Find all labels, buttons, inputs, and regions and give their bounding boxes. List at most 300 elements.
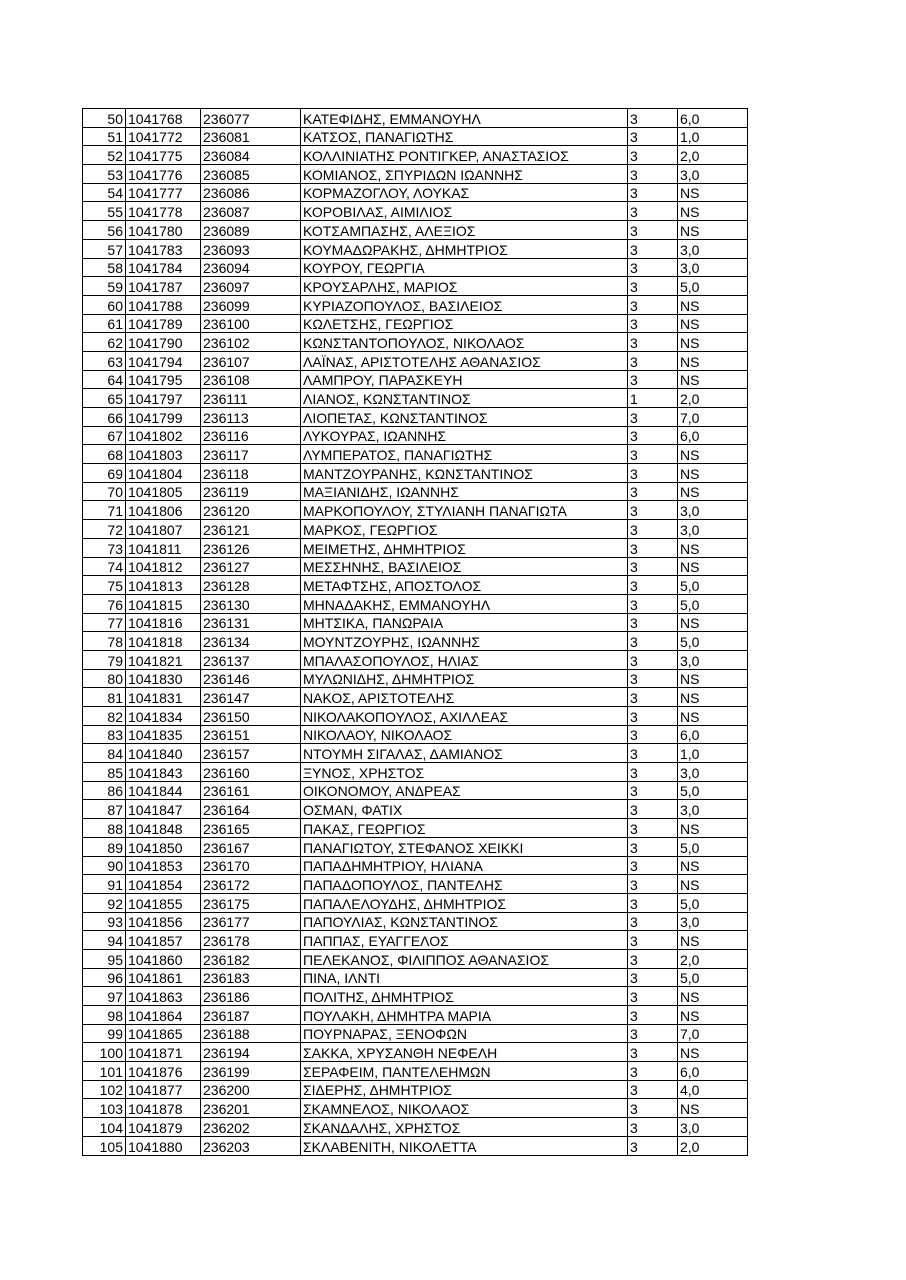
grades-table [82,108,748,1156]
grade-cell: NS [678,688,748,707]
table-row [83,837,748,856]
row-number-cell: 61 [83,314,126,333]
semester-cell: 3 [628,501,678,520]
row-number-cell: 78 [83,632,126,651]
student-name-cell: ΣΚΑΜΝΕΛΟΣ, ΝΙΚΟΛΑΟΣ [301,1099,628,1118]
student-id-cell: 236081 [201,127,301,146]
row-number-cell: 69 [83,464,126,483]
table-row [83,594,748,613]
table-row [83,912,748,931]
student-id-cell: 236102 [201,333,301,352]
registration-number-cell: 1041778 [126,202,201,221]
registration-number-cell: 1041857 [126,931,201,950]
registration-number-cell: 1041864 [126,1006,201,1025]
registration-number-cell: 1041879 [126,1118,201,1137]
semester-cell: 3 [628,931,678,950]
table-row [83,968,748,987]
registration-number-cell: 1041784 [126,258,201,277]
student-name-cell: ΣΚΛΑΒΕΝΙΤΗ, ΝΙΚΟΛΕΤΤΑ [301,1136,628,1155]
semester-cell: 3 [628,613,678,632]
table-row [83,146,748,165]
student-id-cell: 236085 [201,165,301,184]
semester-cell: 3 [628,482,678,501]
student-id-cell: 236150 [201,707,301,726]
semester-cell: 3 [628,632,678,651]
student-id-cell: 236128 [201,576,301,595]
student-id-cell: 236099 [201,295,301,314]
grade-cell: 2,0 [678,949,748,968]
student-name-cell: ΣΙΔΕΡΗΣ, ΔΗΜΗΤΡΙΟΣ [301,1080,628,1099]
table-row [83,370,748,389]
semester-cell: 3 [628,1118,678,1137]
registration-number-cell: 1041844 [126,781,201,800]
table-row [83,1062,748,1081]
table-row [83,1118,748,1137]
table-row [83,1136,748,1155]
semester-cell: 3 [628,707,678,726]
student-id-cell: 236186 [201,987,301,1006]
table-row [83,669,748,688]
table-row [83,351,748,370]
student-name-cell: ΚΟΛΛΙΝΙΑΤΗΣ ΡΟΝΤΙΓΚΕΡ, ΑΝΑΣΤΑΣΙΟΣ [301,146,628,165]
student-name-cell: ΠΟΥΛΑΚΗ, ΔΗΜΗΤΡΑ ΜΑΡΙΑ [301,1006,628,1025]
row-number-cell: 72 [83,520,126,539]
student-id-cell: 236097 [201,277,301,296]
student-id-cell: 236118 [201,464,301,483]
table-row [83,744,748,763]
semester-cell: 3 [628,1024,678,1043]
grade-cell: 5,0 [678,594,748,613]
grade-cell: NS [678,856,748,875]
row-number-cell: 59 [83,277,126,296]
row-number-cell: 64 [83,370,126,389]
student-name-cell: ΠΙΝΑ, ΙΛΝΤΙ [301,968,628,987]
semester-cell: 3 [628,875,678,894]
student-name-cell: ΣΑΚΚΑ, ΧΡΥΣΑΝΘΗ ΝΕΦΕΛΗ [301,1043,628,1062]
student-name-cell: ΜΑΡΚΟΠΟΥΛΟΥ, ΣΤΥΛΙΑΝΗ ΠΑΝΑΓΙΩΤΑ [301,501,628,520]
semester-cell: 3 [628,819,678,838]
grade-cell: NS [678,931,748,950]
grade-cell: NS [678,875,748,894]
row-number-cell: 58 [83,258,126,277]
registration-number-cell: 1041878 [126,1099,201,1118]
grade-cell: NS [678,295,748,314]
registration-number-cell: 1041818 [126,632,201,651]
semester-cell: 3 [628,408,678,427]
table-row [83,893,748,912]
semester-cell: 3 [628,1006,678,1025]
row-number-cell: 81 [83,688,126,707]
student-id-cell: 236086 [201,183,301,202]
student-name-cell: ΝΤΟΥΜΗ ΣΙΓΑΛΑΣ, ΔΑΜΙΑΝΟΣ [301,744,628,763]
student-id-cell: 236134 [201,632,301,651]
student-name-cell: ΜΕΤΑΦΤΣΗΣ, ΑΠΟΣΤΟΛΟΣ [301,576,628,595]
registration-number-cell: 1041802 [126,426,201,445]
table-row [83,1006,748,1025]
student-id-cell: 236151 [201,725,301,744]
grade-cell: 5,0 [678,277,748,296]
student-name-cell: ΞΥΝΟΣ, ΧΡΗΣΤΟΣ [301,763,628,782]
registration-number-cell: 1041830 [126,669,201,688]
row-number-cell: 93 [83,912,126,931]
semester-cell: 3 [628,1099,678,1118]
student-name-cell: ΚΥΡΙΑΖΟΠΟΥΛΟΣ, ΒΑΣΙΛΕΙΟΣ [301,295,628,314]
student-id-cell: 236113 [201,408,301,427]
grade-cell: NS [678,1006,748,1025]
semester-cell: 3 [628,912,678,931]
student-name-cell: ΟΙΚΟΝΟΜΟΥ, ΑΝΔΡΕΑΣ [301,781,628,800]
table-row [83,202,748,221]
table-row [83,258,748,277]
table-row [83,464,748,483]
student-name-cell: ΜΑΝΤΖΟΥΡΑΝΗΣ, ΚΩΝΣΤΑΝΤΙΝΟΣ [301,464,628,483]
student-id-cell: 236161 [201,781,301,800]
registration-number-cell: 1041816 [126,613,201,632]
grade-cell: 5,0 [678,968,748,987]
grade-cell: NS [678,1043,748,1062]
student-id-cell: 236182 [201,949,301,968]
student-id-cell: 236116 [201,426,301,445]
registration-number-cell: 1041840 [126,744,201,763]
student-id-cell: 236111 [201,389,301,408]
row-number-cell: 89 [83,837,126,856]
student-id-cell: 236131 [201,613,301,632]
student-id-cell: 236199 [201,1062,301,1081]
registration-number-cell: 1041804 [126,464,201,483]
row-number-cell: 60 [83,295,126,314]
semester-cell: 3 [628,258,678,277]
student-name-cell: ΛΑΜΠΡΟΥ, ΠΑΡΑΣΚΕΥΗ [301,370,628,389]
student-name-cell: ΚΑΤΕΦΙΔΗΣ, ΕΜΜΑΝΟΥΗΛ [301,109,628,128]
row-number-cell: 84 [83,744,126,763]
student-name-cell: ΚΟΤΣΑΜΠΑΣΗΣ, ΑΛΕΞΙΟΣ [301,221,628,240]
row-number-cell: 96 [83,968,126,987]
student-id-cell: 236165 [201,819,301,838]
registration-number-cell: 1041880 [126,1136,201,1155]
grade-cell: 5,0 [678,632,748,651]
semester-cell: 1 [628,389,678,408]
grade-cell: 5,0 [678,837,748,856]
student-name-cell: ΚΟΥΜΑΔΩΡΑΚΗΣ, ΔΗΜΗΤΡΙΟΣ [301,239,628,258]
semester-cell: 3 [628,744,678,763]
registration-number-cell: 1041850 [126,837,201,856]
student-id-cell: 236202 [201,1118,301,1137]
registration-number-cell: 1041780 [126,221,201,240]
table-row [83,295,748,314]
row-number-cell: 57 [83,239,126,258]
registration-number-cell: 1041854 [126,875,201,894]
student-name-cell: ΣΕΡΑΦΕΙΜ, ΠΑΝΤΕΛΕΗΜΩΝ [301,1062,628,1081]
table-row [83,314,748,333]
registration-number-cell: 1041863 [126,987,201,1006]
table-row [83,482,748,501]
semester-cell: 3 [628,314,678,333]
student-name-cell: ΜΟΥΝΤΖΟΥΡΗΣ, ΙΩΑΝΝΗΣ [301,632,628,651]
row-number-cell: 52 [83,146,126,165]
student-name-cell: ΜΕΙΜΕΤΗΣ, ΔΗΜΗΤΡΙΟΣ [301,538,628,557]
student-name-cell: ΝΑΚΟΣ, ΑΡΙΣΤΟΤΕΛΗΣ [301,688,628,707]
row-number-cell: 56 [83,221,126,240]
student-name-cell: ΛΙΑΝΟΣ, ΚΩΝΣΤΑΝΤΙΝΟΣ [301,389,628,408]
student-id-cell: 236121 [201,520,301,539]
student-id-cell: 236146 [201,669,301,688]
grade-cell: 1,0 [678,744,748,763]
table-row [83,576,748,595]
grade-cell: 3,0 [678,501,748,520]
registration-number-cell: 1041856 [126,912,201,931]
grade-cell: 2,0 [678,146,748,165]
student-id-cell: 236201 [201,1099,301,1118]
semester-cell: 3 [628,146,678,165]
registration-number-cell: 1041783 [126,239,201,258]
registration-number-cell: 1041831 [126,688,201,707]
registration-number-cell: 1041795 [126,370,201,389]
student-id-cell: 236094 [201,258,301,277]
table-row [83,333,748,352]
semester-cell: 3 [628,464,678,483]
row-number-cell: 54 [83,183,126,202]
registration-number-cell: 1041847 [126,800,201,819]
student-name-cell: ΠΑΠΑΛΕΛΟΥΔΗΣ, ΔΗΜΗΤΡΙΟΣ [301,893,628,912]
grade-cell: 6,0 [678,1062,748,1081]
registration-number-cell: 1041834 [126,707,201,726]
grade-cell: NS [678,707,748,726]
registration-number-cell: 1041876 [126,1062,201,1081]
table-row [83,688,748,707]
grade-cell: 5,0 [678,781,748,800]
table-row [83,725,748,744]
table-row [83,931,748,950]
student-name-cell: ΝΙΚΟΛΑΚΟΠΟΥΛΟΣ, ΑΧΙΛΛΕΑΣ [301,707,628,726]
student-id-cell: 236126 [201,538,301,557]
student-id-cell: 236100 [201,314,301,333]
semester-cell: 3 [628,277,678,296]
registration-number-cell: 1041806 [126,501,201,520]
student-id-cell: 236084 [201,146,301,165]
table-row [83,1043,748,1062]
table-row [83,389,748,408]
row-number-cell: 55 [83,202,126,221]
student-id-cell: 236107 [201,351,301,370]
registration-number-cell: 1041855 [126,893,201,912]
semester-cell: 3 [628,557,678,576]
row-number-cell: 76 [83,594,126,613]
student-name-cell: ΜΗΤΣΙΚΑ, ΠΑΝΩΡΑΙΑ [301,613,628,632]
table-row [83,109,748,128]
student-id-cell: 236167 [201,837,301,856]
semester-cell: 3 [628,183,678,202]
table-row [83,445,748,464]
grade-cell: 3,0 [678,650,748,669]
student-name-cell: ΚΟΥΡΟΥ, ΓΕΩΡΓΙΑ [301,258,628,277]
table-row [83,949,748,968]
student-id-cell: 236183 [201,968,301,987]
table-row [83,1024,748,1043]
grade-cell: NS [678,333,748,352]
student-name-cell: ΚΟΜΙΑΝΟΣ, ΣΠΥΡΙΔΩΝ ΙΩΑΝΝΗΣ [301,165,628,184]
registration-number-cell: 1041803 [126,445,201,464]
table-row [83,426,748,445]
student-name-cell: ΠΑΠΑΔΟΠΟΥΛΟΣ, ΠΑΝΤΕΛΗΣ [301,875,628,894]
student-name-cell: ΠΟΥΡΝΑΡΑΣ, ΞΕΝΟΦΩΝ [301,1024,628,1043]
row-number-cell: 102 [83,1080,126,1099]
semester-cell: 3 [628,576,678,595]
student-name-cell: ΠΑΠΑΔΗΜΗΤΡΙΟΥ, ΗΛΙΑΝΑ [301,856,628,875]
table-row [83,650,748,669]
student-name-cell: ΛΥΚΟΥΡΑΣ, ΙΩΑΝΝΗΣ [301,426,628,445]
registration-number-cell: 1041789 [126,314,201,333]
table-row [83,221,748,240]
row-number-cell: 104 [83,1118,126,1137]
semester-cell: 3 [628,351,678,370]
row-number-cell: 98 [83,1006,126,1025]
registration-number-cell: 1041835 [126,725,201,744]
grade-cell: NS [678,464,748,483]
grade-cell: 5,0 [678,576,748,595]
grade-cell: 3,0 [678,165,748,184]
semester-cell: 3 [628,165,678,184]
row-number-cell: 63 [83,351,126,370]
registration-number-cell: 1041787 [126,277,201,296]
semester-cell: 3 [628,295,678,314]
row-number-cell: 91 [83,875,126,894]
student-name-cell: ΠΑΚΑΣ, ΓΕΩΡΓΙΟΣ [301,819,628,838]
row-number-cell: 94 [83,931,126,950]
student-name-cell: ΜΗΝΑΔΑΚΗΣ, ΕΜΜΑΝΟΥΗΛ [301,594,628,613]
semester-cell: 3 [628,445,678,464]
grade-cell: 3,0 [678,800,748,819]
semester-cell: 3 [628,333,678,352]
registration-number-cell: 1041815 [126,594,201,613]
student-id-cell: 236178 [201,931,301,950]
grade-cell: 7,0 [678,408,748,427]
student-name-cell: ΚΑΤΣΟΣ, ΠΑΝΑΓΙΩΤΗΣ [301,127,628,146]
student-id-cell: 236170 [201,856,301,875]
registration-number-cell: 1041871 [126,1043,201,1062]
student-id-cell: 236108 [201,370,301,389]
registration-number-cell: 1041853 [126,856,201,875]
registration-number-cell: 1041807 [126,520,201,539]
row-number-cell: 77 [83,613,126,632]
table-row [83,1080,748,1099]
student-name-cell: ΠΟΛΙΤΗΣ, ΔΗΜΗΤΡΙΟΣ [301,987,628,1006]
registration-number-cell: 1041812 [126,557,201,576]
grade-cell: 7,0 [678,1024,748,1043]
semester-cell: 3 [628,987,678,1006]
grade-cell: NS [678,669,748,688]
table-row [83,277,748,296]
grade-cell: 3,0 [678,1118,748,1137]
registration-number-cell: 1041813 [126,576,201,595]
student-name-cell: ΚΟΡΜΑΖΟΓΛΟΥ, ΛΟΥΚΑΣ [301,183,628,202]
semester-cell: 3 [628,1136,678,1155]
semester-cell: 3 [628,426,678,445]
student-name-cell: ΜΠΑΛΑΣΟΠΟΥΛΟΣ, ΗΛΙΑΣ [301,650,628,669]
grade-cell: NS [678,351,748,370]
student-id-cell: 236130 [201,594,301,613]
student-name-cell: ΠΑΠΠΑΣ, ΕΥΑΓΓΕΛΟΣ [301,931,628,950]
grade-cell: 4,0 [678,1080,748,1099]
row-number-cell: 71 [83,501,126,520]
semester-cell: 3 [628,725,678,744]
registration-number-cell: 1041790 [126,333,201,352]
grade-cell: NS [678,538,748,557]
student-name-cell: ΠΕΛΕΚΑΝΟΣ, ΦΙΛΙΠΠΟΣ ΑΘΑΝΑΣΙΟΣ [301,949,628,968]
student-name-cell: ΠΑΝΑΓΙΩΤΟΥ, ΣΤΕΦΑΝΟΣ ΧΕΙΚΚΙ [301,837,628,856]
row-number-cell: 82 [83,707,126,726]
semester-cell: 3 [628,127,678,146]
student-id-cell: 236200 [201,1080,301,1099]
grade-cell: 6,0 [678,725,748,744]
row-number-cell: 66 [83,408,126,427]
semester-cell: 3 [628,221,678,240]
row-number-cell: 87 [83,800,126,819]
semester-cell: 3 [628,968,678,987]
semester-cell: 3 [628,520,678,539]
grade-cell: NS [678,987,748,1006]
student-name-cell: ΠΑΠΟΥΛΙΑΣ, ΚΩΝΣΤΑΝΤΙΝΟΣ [301,912,628,931]
semester-cell: 3 [628,1062,678,1081]
registration-number-cell: 1041776 [126,165,201,184]
semester-cell: 3 [628,669,678,688]
registration-number-cell: 1041797 [126,389,201,408]
grade-cell: 3,0 [678,239,748,258]
row-number-cell: 62 [83,333,126,352]
grade-cell: NS [678,314,748,333]
table-row [83,781,748,800]
student-id-cell: 236177 [201,912,301,931]
semester-cell: 3 [628,949,678,968]
student-id-cell: 236077 [201,109,301,128]
registration-number-cell: 1041772 [126,127,201,146]
row-number-cell: 75 [83,576,126,595]
grade-cell: 6,0 [678,109,748,128]
student-name-cell: ΚΟΡΟΒΙΛΑΣ, ΑΙΜΙΛΙΟΣ [301,202,628,221]
student-id-cell: 236188 [201,1024,301,1043]
row-number-cell: 99 [83,1024,126,1043]
row-number-cell: 100 [83,1043,126,1062]
grade-cell: 2,0 [678,389,748,408]
grade-cell: 5,0 [678,893,748,912]
grade-cell: NS [678,613,748,632]
row-number-cell: 83 [83,725,126,744]
student-name-cell: ΣΚΑΝΔΑΛΗΣ, ΧΡΗΣΤΟΣ [301,1118,628,1137]
table-row [83,875,748,894]
grade-cell: 3,0 [678,258,748,277]
row-number-cell: 88 [83,819,126,838]
table-row [83,408,748,427]
student-id-cell: 236147 [201,688,301,707]
table-row [83,763,748,782]
row-number-cell: 67 [83,426,126,445]
student-id-cell: 236119 [201,482,301,501]
table-row [83,501,748,520]
semester-cell: 3 [628,1043,678,1062]
student-id-cell: 236172 [201,875,301,894]
registration-number-cell: 1041805 [126,482,201,501]
student-name-cell: ΜΥΛΩΝΙΔΗΣ, ΔΗΜΗΤΡΙΟΣ [301,669,628,688]
row-number-cell: 101 [83,1062,126,1081]
student-name-cell: ΛΑΪΝΑΣ, ΑΡΙΣΤΟΤΕΛΗΣ ΑΘΑΝΑΣΙΟΣ [301,351,628,370]
student-name-cell: ΟΣΜΑΝ, ΦΑΤΙΧ [301,800,628,819]
student-id-cell: 236160 [201,763,301,782]
table-row [83,800,748,819]
semester-cell: 3 [628,594,678,613]
semester-cell: 3 [628,688,678,707]
grade-cell: NS [678,202,748,221]
table-row [83,183,748,202]
student-name-cell: ΜΕΣΣΗΝΗΣ, ΒΑΣΙΛΕΙΟΣ [301,557,628,576]
